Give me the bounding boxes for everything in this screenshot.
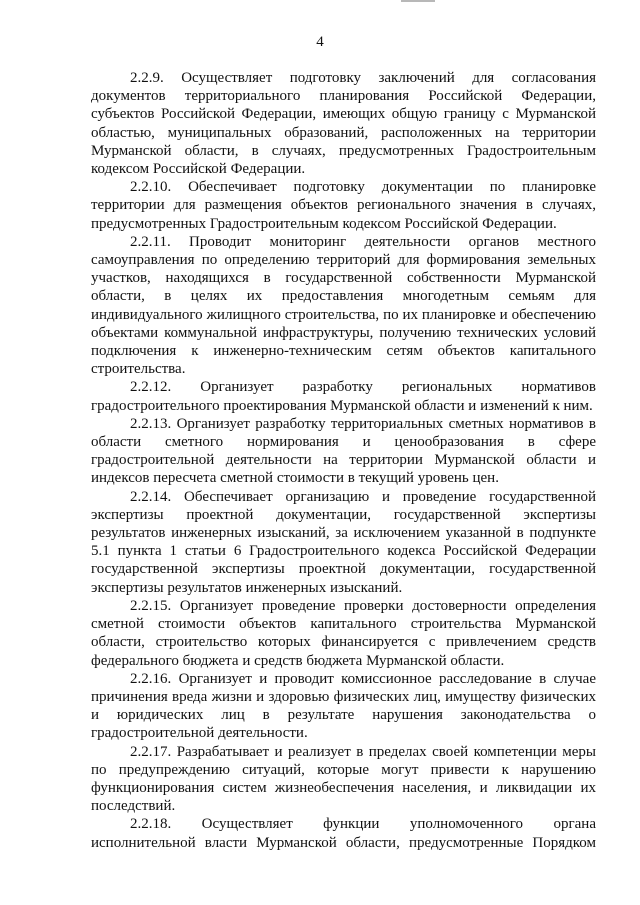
paragraph-2-2-17: 2.2.17. Разрабатывает и реализует в пределах своей компетенции меры по предупреждению ситуаций, которые могут привести к нарушению функционирования систем жизнеобеспечения населения, и ликвидации их последствий. [91, 743, 596, 815]
paragraph-2-2-18: 2.2.18. Осуществляет функции уполномоченного органа исполнительной власти Мурманской области, предусмотренные Порядком [91, 816, 596, 851]
document-body [91, 69, 596, 852]
page-number: 4 [316, 34, 324, 50]
paragraph-2-2-9: 2.2.9. Осуществляет подготовку заключений для согласования документов территориального планирования Российской Федерации, субъектов Российской Федерации, имеющих общую границу с Мурманской областью, муниципальных образований, расположенных на территории Мурманской области, в случаях, предусмотренных Градостроительным кодексом Российской Федерации. [91, 70, 596, 178]
paragraph-2-2-10: 2.2.10. Обеспечивает подготовку документации по планировке территории для размещения объектов регионального значения в случаях, предусмотренных Градостроительным кодексом Российской Федерации. [91, 179, 596, 232]
paragraph-2-2-12: 2.2.12. Организует разработку региональных нормативов градостроительного проектирования Мурманской области и изменений к ним. [91, 379, 596, 414]
paragraph-2-2-16: 2.2.16. Организует и проводит комиссионное расследование в случае причинения вреда жизни и здоровью физических лиц, имуществу физических и юридических лиц в результате нарушения законодательства о градостроительной деятельности. [91, 670, 596, 742]
paragraph-2-2-14: 2.2.14. Обеспечивает организацию и проведение государственной экспертизы проектной документации, государственной экспертизы результатов инженерных изысканий, за исключением указанной в подпункте 5.1 пункта 1 статьи 6 Градостроительного кодекса Российской Федерации государственной экспертизы проектной документации, государственной экспертизы результатов инженерных изысканий. [91, 488, 596, 596]
paragraph-2-2-15: 2.2.15. Организует проведение проверки достоверности определения сметной стоимости объектов капитального строительства Мурманской области, строительство которых финансируется с привлечением средств федерального бюджета и средств бюджета Мурманской области. [91, 597, 596, 669]
paragraph-2-2-11: 2.2.11. Проводит мониторинг деятельности органов местного самоуправления по определению территорий для формирования земельных участков, находящихся в государственной собственности Мурманской области, в целях их предоставления многодетным семьям для индивидуального жилищного строительства, по их планировке и обеспечению объектами коммунальной инфраструктуры, получению технических условий подключения к инженерно-техническим сетям объектов капитального строительства. [91, 233, 596, 378]
paragraph-2-2-13: 2.2.13. Организует разработку территориальных сметных нормативов в области сметного нормирования и ценообразования в сфере градостроительной деятельности на территории Мурманской области и индексов пересчета сметной стоимости в текущий уровень цен. [91, 415, 596, 487]
top-edge-mark [401, 0, 435, 2]
